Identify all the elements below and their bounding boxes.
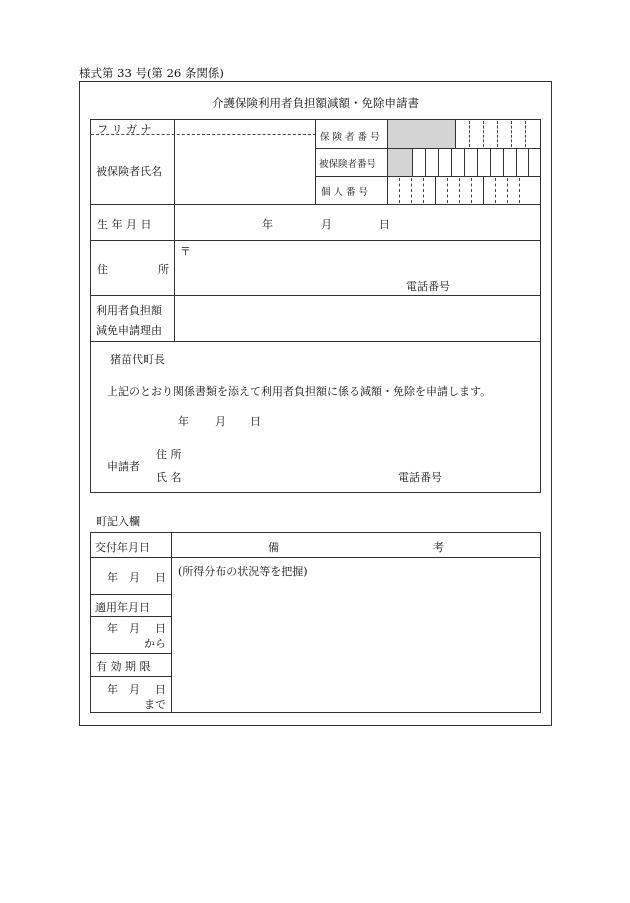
phone-label: 電話番号 [406,280,450,293]
insured-digit-line [425,148,426,176]
office-label-divider [171,532,172,713]
insured-digit-line [516,148,517,176]
remarks-header-1: 備 [268,541,279,554]
insurer-number-split [455,119,456,148]
office-section-title: 町記入欄 [96,515,140,528]
personal-digit-line [495,178,496,203]
row-divider-birth [90,204,541,205]
personal-digit-line [423,178,424,203]
statement-text: 上記のとおり関係書類を添えて利用者負担額に係る減額・免除を申請します。 [107,385,492,398]
furigana-label: フ リ ガ ナ [97,123,152,136]
insurer-digit-line [469,121,470,147]
personal-digit-line [435,176,436,205]
birth-month-unit: 月 [321,218,332,231]
date-year-unit: 年 [178,415,189,428]
personal-digit-line [483,176,484,205]
office-row-divider [90,616,172,617]
number-row-divider-1 [315,148,540,149]
apply-year-unit: 年 [107,622,118,635]
insured-digit-line [464,148,465,176]
row-divider-statement [90,341,541,342]
form-title: 介護保険利用者負担額減額・免除申請書 [212,96,419,110]
insured-digit-line [438,148,439,176]
personal-digit-line [459,178,460,203]
personal-digit-line [399,178,400,203]
insurer-digit-line [483,121,484,147]
birth-day-unit: 日 [379,218,390,231]
insured-digit-line [412,148,413,176]
addressee: 猪苗代町長 [110,353,165,366]
birth-year-unit: 年 [262,218,273,231]
personal-digit-line [519,178,520,203]
postal-mark: 〒 [180,245,191,258]
insured-number-label: 被保険者番号 [319,159,377,170]
insured-digit-line [451,148,452,176]
office-row-divider [90,594,172,595]
issue-date-label: 交付年月日 [95,541,150,554]
applicant-phone-label: 電話番号 [398,471,442,484]
applicant-name-label: 氏 名 [156,471,182,484]
address-label: 住 所 [97,263,169,276]
validity-label: 有 効 期 限 [96,660,151,673]
reason-field[interactable] [176,297,538,340]
row-divider-address [90,240,541,241]
date-month-unit: 月 [215,415,226,428]
personal-digit-line [507,178,508,203]
label-column-divider [174,119,175,342]
validity-year-unit: 年 [107,683,118,696]
insurer-digit-line [525,121,526,147]
office-row-divider [90,653,172,654]
issue-day-unit: 日 [155,571,166,584]
validity-suffix: まで [144,698,166,711]
personal-digit-line [447,178,448,203]
insurer-digit-line [497,121,498,147]
applicant-label: 申請者 [107,460,140,473]
insurer-digit-line [511,121,512,147]
insured-digit-line [477,148,478,176]
remarks-note: (所得分布の状況等を把握) [178,565,308,578]
form-number: 様式第 33 号(第 26 条関係) [79,66,224,80]
applicant-address-label: 住 所 [156,448,182,461]
insurer-number-label: 保 険 者 番 号 [320,132,380,143]
number-section-divider [315,119,316,205]
issue-month-unit: 月 [129,571,140,584]
address-field[interactable] [176,242,538,292]
number-row-divider-2 [315,176,540,177]
personal-digit-line [471,178,472,203]
apply-date-label: 適用年月日 [95,601,150,614]
reason-label-line-1: 利用者負担額 [96,304,162,317]
personal-digit-line [411,178,412,203]
insured-digit-line [490,148,491,176]
apply-month-unit: 月 [129,622,140,635]
furigana-field[interactable] [176,120,314,133]
remarks-header-2: 考 [433,541,444,554]
issue-year-unit: 年 [107,571,118,584]
date-day-unit: 日 [250,415,261,428]
insured-name-field[interactable] [176,136,314,204]
personal-number-label: 個 人 番 号 [321,187,369,198]
insured-digit-line [528,148,529,176]
insurer-number-gray-area [388,120,455,148]
apply-date-suffix: から [144,637,166,650]
office-row-divider [90,676,172,677]
apply-day-unit: 日 [155,622,166,635]
validity-day-unit: 日 [155,683,166,696]
remarks-field[interactable] [173,559,539,711]
validity-month-unit: 月 [129,683,140,696]
insured-number-gray-cell [388,149,412,176]
insured-name-label: 被保険者氏名 [96,165,162,178]
row-divider-reason [90,295,541,296]
office-header-divider [90,557,541,558]
birth-date-label: 生 年 月 日 [97,218,152,231]
insured-digit-line [503,148,504,176]
reason-label-line-2: 減免申請理由 [96,324,162,337]
